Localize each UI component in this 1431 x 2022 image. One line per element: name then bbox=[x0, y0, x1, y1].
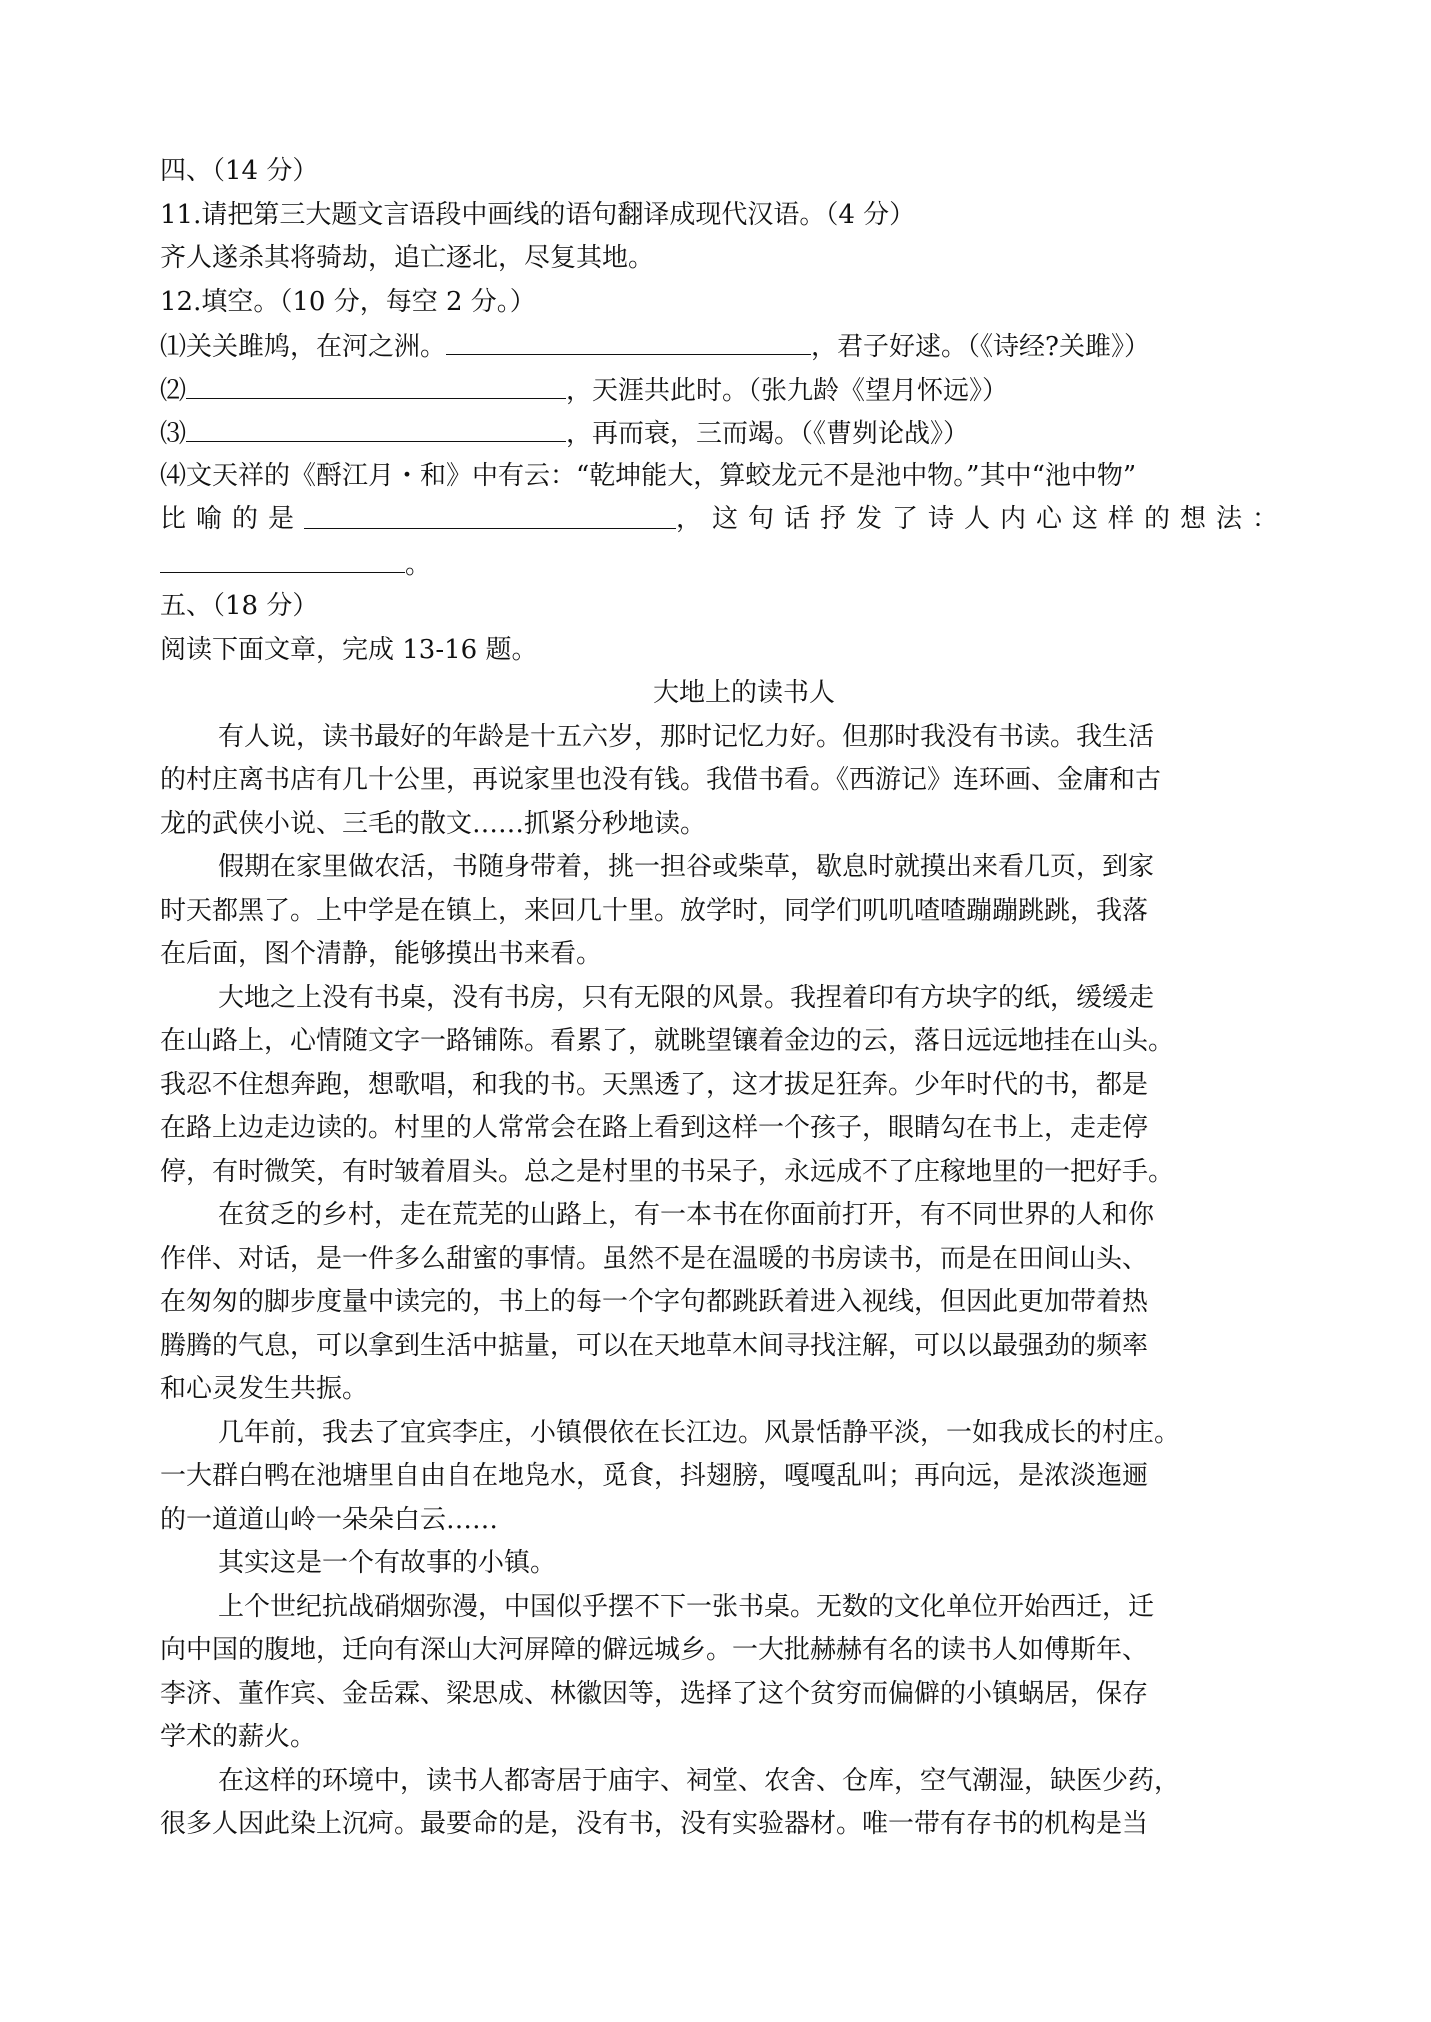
article-line: 作伴、对话，是一件多么甜蜜的事情。虽然不是在温暖的书房读书，而是在田间山头、 bbox=[160, 1243, 1149, 1274]
article-line: 上个世纪抗战硝烟弥漫，中国似乎摆不下一张书桌。无数的文化单位开始西迁，迁 bbox=[218, 1591, 1155, 1622]
answer-blank-3[interactable] bbox=[186, 411, 566, 442]
fill-item-2-pre: ⑵ bbox=[160, 375, 187, 406]
article-line: 龙的武侠小说、三毛的散文……抓紧分秒地读。 bbox=[160, 808, 707, 839]
article-line: 李济、董作宾、金岳霖、梁思成、林徽因等，选择了这个贫穷而偏僻的小镇蜗居，保存 bbox=[160, 1678, 1149, 1709]
article-title: 大地上的读书人 bbox=[652, 678, 835, 708]
fill-item-2-post: ，天涯共此时。（张九龄《望月怀远》） bbox=[566, 375, 1009, 406]
exam-page bbox=[160, 150, 1288, 1847]
section4-heading: 四、（14 分） bbox=[160, 156, 319, 186]
article-line: 在匆匆的脚步度量中读完的，书上的每一个字句都跳跃着进入视线，但因此更加带着热 bbox=[160, 1287, 1149, 1317]
article-line: 腾腾的气息，可以拿到生活中掂量，可以在天地草木间寻找注解，可以以最强劲的频率 bbox=[160, 1330, 1149, 1361]
fill-item-4-line3 bbox=[160, 542, 1288, 586]
article-line: 停，有时微笑，有时皱着眉头。总之是村里的书呆子，永远成不了庄稼地里的一把好手。 bbox=[160, 1156, 1175, 1187]
fill-item-4-pre: 比喻的是 bbox=[160, 504, 305, 534]
fill-item-1-post: ，君子好逑。（《诗经?关雎》） bbox=[811, 332, 1150, 362]
article-line: 学术的薪火。 bbox=[160, 1722, 317, 1752]
article-line: 在贫乏的乡村，走在荒芜的山路上，有一本书在你面前打开，有不同世界的人和你 bbox=[218, 1200, 1155, 1230]
article-line: 我忍不住想奔跑，想歌唱，和我的书。天黑透了，这才拔足狂奔。少年时代的书，都是 bbox=[160, 1069, 1149, 1100]
article-line: 的村庄离书店有几十公里，再说家里也没有钱。我借书看。《西游记》连环画、金庸和古 bbox=[160, 765, 1162, 795]
reading-instruction: 阅读下面文章，完成 13-16 题。 bbox=[160, 634, 538, 665]
article-line: 大地之上没有书桌，没有书房，只有无限的风景。我捏着印有方块字的纸，缓缓走 bbox=[218, 982, 1155, 1013]
article-line: 在山路上，心情随文字一路铺陈。看累了，就眺望镶着金边的云，落日远远地挂在山头。 bbox=[160, 1026, 1175, 1056]
article-line: 假期在家里做农活，书随身带着，挑一担谷或柴草，歇息时就摸出来看几页，到家 bbox=[218, 852, 1155, 882]
article-line: 其实这是一个有故事的小镇。 bbox=[218, 1548, 557, 1578]
fill-item-4-end: 。 bbox=[405, 549, 432, 580]
article-line: 的一道道山岭一朵朵白云…… bbox=[160, 1504, 499, 1535]
question-11-sentence: 齐人遂杀其将骑劫，追亡逐北，尽复其地。 bbox=[160, 243, 655, 273]
answer-blank-4a[interactable] bbox=[304, 498, 676, 529]
answer-blank-2[interactable] bbox=[186, 368, 566, 399]
fill-item-1 bbox=[160, 324, 1288, 368]
fill-item-3-post: ，再而衰，三而竭。（《曹刿论战》） bbox=[566, 419, 970, 449]
article-line: 几年前，我去了宜宾李庄，小镇偎依在长江边。风景恬静平淡，一如我成长的村庄。 bbox=[218, 1417, 1181, 1448]
fill-item-4-line2 bbox=[160, 498, 1288, 542]
fill-item-3 bbox=[160, 411, 1288, 455]
question-12: 12.填空。（10 分，每空 2 分。） bbox=[160, 286, 536, 317]
article-line: 在这样的环境中，读书人都寄居于庙宇、祠堂、农舍、仓库，空气潮湿，缺医少药， bbox=[218, 1765, 1181, 1796]
question-11: 11.请把第三大题文言语段中画线的语句翻译成现代汉语。（4 分） bbox=[160, 199, 916, 230]
article-line: 一大群白鸭在池塘里自由自在地凫水，觅食，抖翅膀，嘎嘎乱叫；再向远，是浓淡迤逦 bbox=[160, 1461, 1149, 1491]
fill-item-3-pre: ⑶ bbox=[160, 419, 187, 449]
article-line: 和心灵发生共振。 bbox=[160, 1374, 369, 1404]
article-line: 时天都黑了。上中学是在镇上，来回几十里。放学时，同学们叽叽喳喳蹦蹦跳跳，我落 bbox=[160, 895, 1149, 926]
fill-item-2 bbox=[160, 368, 1288, 412]
article-line: 在路上边走边读的。村里的人常常会在路上看到这样一个孩子，眼睛勾在书上，走走停 bbox=[160, 1113, 1149, 1143]
article-line: 很多人因此染上沉疴。最要命的是，没有书，没有实验器材。唯一带有存书的机构是当 bbox=[160, 1809, 1149, 1839]
article-line: 在后面，图个清静，能够摸出书来看。 bbox=[160, 939, 603, 969]
answer-blank-1[interactable] bbox=[446, 324, 811, 355]
fill-item-1-pre: ⑴关关雎鸠，在河之洲。 bbox=[160, 332, 447, 362]
article-line: 向中国的腹地，迁向有深山大河屏障的僻远城乡。一大批赫赫有名的读书人如傅斯年、 bbox=[160, 1635, 1149, 1665]
answer-blank-4b[interactable] bbox=[160, 542, 405, 573]
article-line: 有人说，读书最好的年龄是十五六岁，那时记忆力好。但那时我没有书读。我生活 bbox=[218, 721, 1155, 752]
section5-heading: 五、（18 分） bbox=[160, 591, 319, 621]
fill-item-4-post: ，这句话抒发了诗人内心这样的想法： bbox=[675, 504, 1288, 534]
fill-item-4-line1: ⑷文天祥的《酹江月・和》中有云：“乾坤能大，算蛟龙元不是池中物。”其中“池中物” bbox=[160, 460, 1137, 491]
